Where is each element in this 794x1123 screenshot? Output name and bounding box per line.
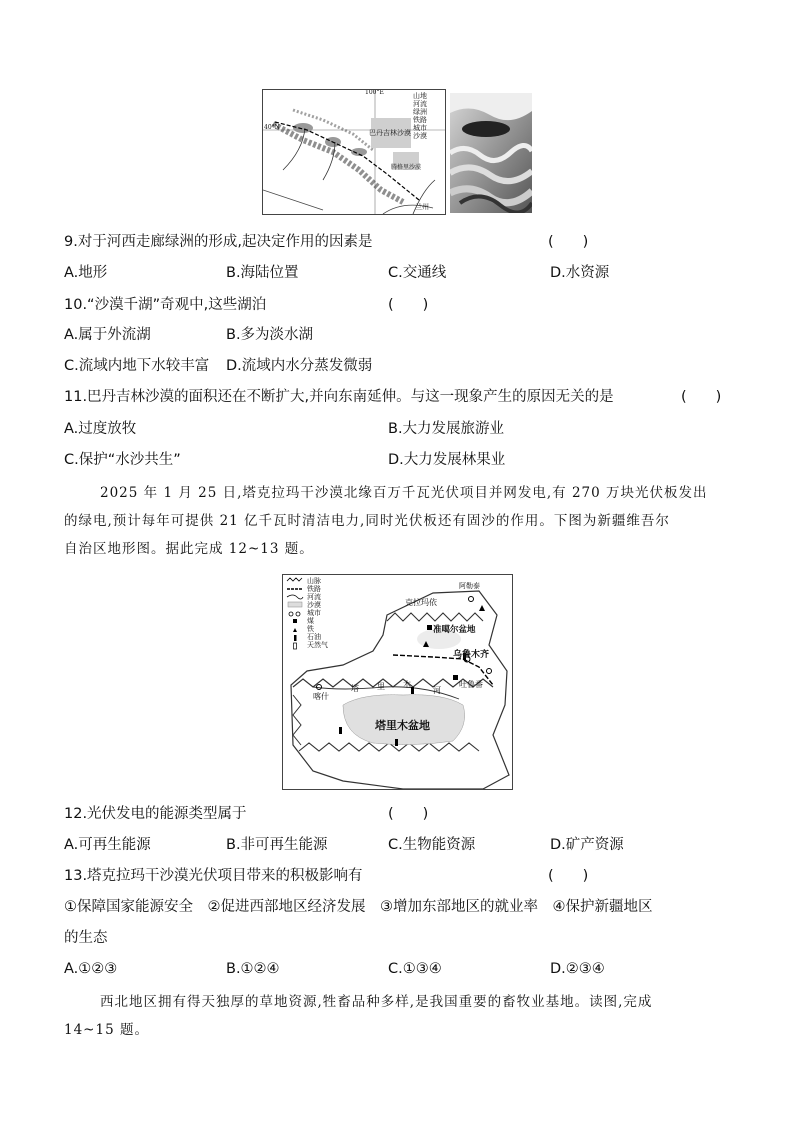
passage-line: 自治区地形图。据此完成 12~13 题。 xyxy=(64,541,314,557)
desert-photo-drawing xyxy=(450,93,532,213)
xinjiang-terrain-map xyxy=(282,574,513,790)
legend-symbols xyxy=(285,577,305,651)
option-9d[interactable]: D.水资源 xyxy=(550,265,610,281)
lon-label: 100°E xyxy=(365,89,384,96)
legend-item: 铁路 xyxy=(413,116,427,124)
question-13: 13.塔克拉玛干沙漠光伏项目带来的积极影响有 xyxy=(64,868,363,884)
hexi-legend xyxy=(413,92,443,140)
legend-item: 沙漠 xyxy=(413,132,427,140)
option-10b[interactable]: B.多为淡水湖 xyxy=(226,327,314,343)
turpan-label: 吐鲁番 xyxy=(459,680,483,689)
question-13-statements-cont: 的生态 xyxy=(64,930,108,946)
question-11: 11.巴丹吉林沙漠的面积还在不断扩大,并向东南延伸。与这一现象产生的原因无关的是 xyxy=(64,389,614,405)
kashgar-label: 喀什 xyxy=(313,692,329,701)
passage-line: 的绿电,预计每年可提供 21 亿千瓦时清洁电力,同时光伏板还有固沙的作用。下图为新疆维吾尔 xyxy=(64,513,670,529)
passage-line: 西北地区拥有得天独厚的草地资源,牲畜品种多样,是我国重要的畜牧业基地。读图,完成 xyxy=(100,994,653,1010)
option-9c[interactable]: C.交通线 xyxy=(388,265,447,281)
urumqi-label: 乌鲁木齐 xyxy=(453,650,490,660)
answer-paren-13[interactable]: ( ) xyxy=(548,868,589,884)
legend-item: 河流 xyxy=(307,593,321,601)
option-13b[interactable]: B.①②④ xyxy=(226,961,280,977)
legend-item: 铁 xyxy=(307,625,314,633)
answer-paren-12[interactable]: ( ) xyxy=(388,806,429,822)
lanzhou-label: 兰州 xyxy=(415,203,429,211)
passage-12-13 xyxy=(64,479,732,563)
option-11c[interactable]: C.保护“水沙共生” xyxy=(64,452,181,468)
river-label-2: 里 xyxy=(377,682,385,691)
legend-item: 城市 xyxy=(413,124,427,132)
lat-label: 40°N xyxy=(264,124,280,131)
question-13-statements: ①保障国家能源安全 ②促进西部地区经济发展 ③增加东部地区的就业率 ④保护新疆地区 xyxy=(64,899,653,915)
junggar-label: 准噶尔盆地 xyxy=(433,625,476,635)
river-label-4: 河 xyxy=(433,686,441,695)
option-9a[interactable]: A.地形 xyxy=(64,265,108,281)
river-label-3: 木 xyxy=(403,680,411,689)
question-9: 9.对于河西走廊绿洲的形成,起决定作用的因素是 xyxy=(64,234,373,250)
option-10d[interactable]: D.流域内水分蒸发微弱 xyxy=(226,358,373,374)
option-13d[interactable]: D.②③④ xyxy=(550,961,605,977)
option-10c[interactable]: C.流域内地下水较丰富 xyxy=(64,358,210,374)
question-10: 10.“沙漠千湖”奇观中,这些湖泊 xyxy=(64,297,267,313)
answer-paren-10[interactable]: ( ) xyxy=(388,297,429,313)
option-10a[interactable]: A.属于外流湖 xyxy=(64,327,151,343)
legend-item: 绿洲 xyxy=(413,108,427,116)
option-12a[interactable]: A.可再生能源 xyxy=(64,837,151,853)
tengger-label: 腾格里沙漠 xyxy=(391,164,422,171)
question-12: 12.光伏发电的能源类型属于 xyxy=(64,806,247,822)
legend-item: 铁路 xyxy=(307,585,321,593)
option-13a[interactable]: A.①②③ xyxy=(64,961,118,977)
desert-lakes-photo xyxy=(450,93,532,213)
passage-line: 14~15 题。 xyxy=(64,1022,149,1038)
passage-line: 2025 年 1 月 25 日,塔克拉玛干沙漠北缘百万千瓦光伏项目并网发电,有 270 万块光伏板发出 xyxy=(100,485,708,501)
answer-paren-9[interactable]: ( ) xyxy=(548,234,589,250)
option-12c[interactable]: C.生物能资源 xyxy=(388,837,476,853)
altay-label: 阿勒泰 xyxy=(459,582,480,590)
option-13c[interactable]: C.①③④ xyxy=(388,961,442,977)
legend-item: 天然气 xyxy=(307,641,328,649)
river-label-1: 塔 xyxy=(351,684,359,693)
answer-paren-11[interactable]: ( ) xyxy=(681,389,722,405)
legend-item: 山地 xyxy=(413,92,427,100)
tarim-label: 塔里木盆地 xyxy=(375,719,430,732)
hexi-corridor-map xyxy=(262,89,446,215)
karamay-label: 克拉玛依 xyxy=(405,598,437,607)
legend-item: 石油 xyxy=(307,633,321,641)
option-12b[interactable]: B.非可再生能源 xyxy=(226,837,328,853)
legend-item: 城市 xyxy=(307,609,321,617)
option-12d[interactable]: D.矿产资源 xyxy=(550,837,624,853)
legend-item: 河流 xyxy=(413,100,427,108)
option-9b[interactable]: B.海陆位置 xyxy=(226,265,299,281)
legend-item: 山脉 xyxy=(307,577,321,585)
option-11a[interactable]: A.过度放牧 xyxy=(64,421,137,437)
option-11d[interactable]: D.大力发展林果业 xyxy=(388,452,506,468)
badain-jaran-label: 巴丹吉林沙漠 xyxy=(369,129,411,137)
option-11b[interactable]: B.大力发展旅游业 xyxy=(388,421,505,437)
passage-14-15 xyxy=(64,988,732,1044)
legend-item: 沙漠 xyxy=(307,601,321,609)
legend-item: 煤 xyxy=(307,617,314,625)
